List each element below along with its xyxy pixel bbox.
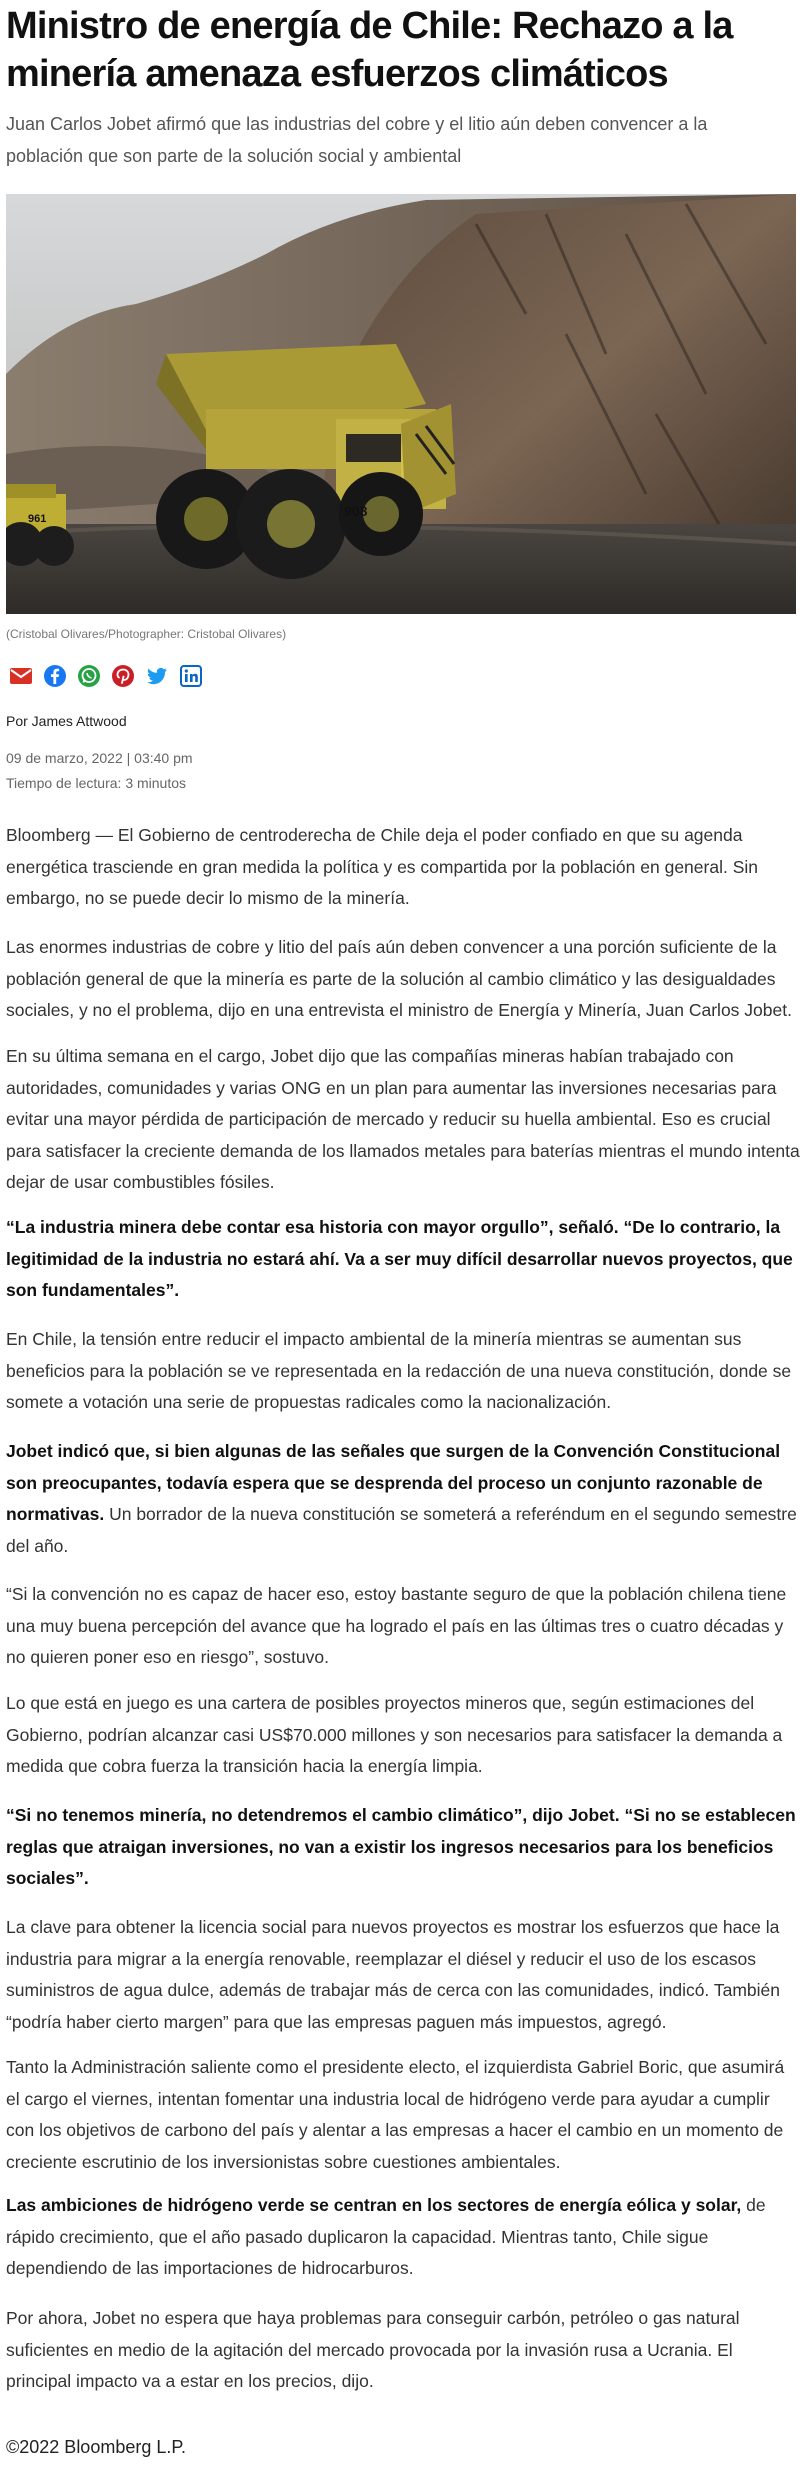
paragraph-highlight: Las ambiciones de hidrógeno verde se centran en los sectores de energía eólica y solar, (6, 2195, 742, 2215)
facebook-icon[interactable] (43, 664, 67, 688)
mining-truck-photo (6, 194, 796, 614)
haul-truck-number: 908 (344, 503, 368, 519)
article-dek: Juan Carlos Jobet afirmó que las industrias del cobre y el litio aún deben convencer a la población que son parte de la solución social y ambiental (6, 114, 708, 166)
whatsapp-icon[interactable] (77, 664, 101, 688)
share-bar (9, 664, 203, 688)
copyright: ©2022 Bloomberg L.P. (6, 2437, 187, 2457)
paragraph-rest: Un borrador de la nueva constitución se someterá a referéndum en el segundo semestre del año. (6, 1504, 797, 1556)
paragraph-quote: “Si no tenemos minería, no detendremos el cambio climático”, dijo Jobet. “Si no se establecen reglas que atraigan inversiones, no van a existir los ingresos necesarios para los beneficios sociales”. (6, 1805, 796, 1888)
paragraph (6, 2190, 800, 2285)
paragraph: Por ahora, Jobet no espera que haya problemas para conseguir carbón, petróleo o gas natural suficientes en medio de la agitación del mercado provocada por la invasión rusa a Ucrania. El principal impacto va a estar en los precios, dijo. (6, 2308, 740, 2391)
small-truck (6, 484, 74, 566)
twitter-icon[interactable] (145, 664, 169, 688)
paragraph: En Chile, la tensión entre reducir el impacto ambiental de la minería mientras se aumentan sus beneficios para la población se ve representada en la redacción de una nueva constitución, donde se somete a votación una serie de propuestas radicales como la nacionalización. (6, 1329, 792, 1412)
paragraph-quote: “La industria minera debe contar esa historia con mayor orgullo”, señaló. “De lo contrario, la legitimidad de la industria no estará ahí. Va a ser muy difícil desarrollar nuevos proyectos, que son fundamentales”. (6, 1217, 793, 1300)
email-icon[interactable] (9, 664, 33, 688)
read-time: Tiempo de lectura: 3 minutos (6, 775, 187, 791)
small-truck-number: 961 (28, 513, 47, 525)
paragraph-highlight: Jobet indicó que, si bien algunas de las señales que surgen de la Convención Constitucional son preocupantes, todavía espera que se desprenda del proceso un conjunto razonable de normativas. (6, 1441, 781, 1524)
publish-date: 09 de marzo, 2022 | 03:40 pm (6, 750, 193, 766)
paragraph: En su última semana en el cargo, Jobet dijo que las compañías mineras habían trabajado con autoridades, comunidades y varias ONG en un plan para aumentar las inversiones necesarias para evitar una mayor pérdida de participación de mercado y reducir su huella ambiental. Eso es crucial para satisfacer la creciente demanda de los llamados metales para baterías mientras el mundo intenta dejar de usar combustibles fósiles. (6, 1046, 800, 1192)
byline[interactable]: Por James Attwood (6, 713, 127, 729)
linkedin-icon[interactable] (179, 664, 203, 688)
paragraph: Las enormes industrias de cobre y litio del país aún deben convencer a una porción suficiente de la población general de que la minería es parte de la solución al cambio climático y las desigualdades sociales, y no el problema, dijo en una entrevista el ministro de Energía y Minería, Juan Carlos Jobet. (6, 937, 792, 1020)
paragraph (6, 1436, 800, 1562)
pinterest-icon[interactable] (111, 664, 135, 688)
paragraph-rest: de rápido crecimiento, que el año pasado duplicaron la capacidad. Mientras tanto, Chile sigue dependiendo de las importaciones de hidrocarburos. (6, 2195, 766, 2278)
paragraph: “Si la convención no es capaz de hacer eso, estoy bastante seguro de que la población chilena tiene una muy buena percepción del avance que ha logrado el país en las últimas tres o cuatro décadas y no quieren poner eso en riesgo”, sostuvo. (6, 1584, 787, 1667)
paragraph: Bloomberg — El Gobierno de centroderecha de Chile deja el poder confiado en que su agenda energética trasciende en gran medida la política y es compartida por la población en general. Sin embargo, no se puede decir lo mismo de la minería. (6, 825, 758, 908)
paragraph: Lo que está en juego es una cartera de posibles proyectos mineros que, según estimaciones del Gobierno, podrían alcanzar casi US$70.000 millones y son necesarios para satisfacer la demanda a medida que cobra fuerza la transición hacia la energía limpia. (6, 1693, 783, 1776)
image-caption: (Cristobal Olivares/Photographer: Cristobal Olivares) (6, 627, 287, 641)
paragraph: Tanto la Administración saliente como el presidente electo, el izquierdista Gabriel Boric, que asumirá el cargo el viernes, intentan fomentar una industria local de hidrógeno verde para ayudar a cumplir con los objetivos de carbono del país y alentar a las empresas a hacer el cambio en un momento de creciente escrutinio de los inversionistas sobre cuestiones ambientales. (6, 2057, 785, 2172)
hero-image (6, 194, 796, 614)
paragraph: La clave para obtener la licencia social para nuevos proyectos es mostrar los esfuerzos que hace la industria para migrar a la energía renovable, reemplazar el diésel y reducir el uso de los escasos suministros de agua dulce, además de trabajar más de cerca con las comunidades, indicó. También “podría haber cierto margen” para que las empresas paguen más impuestos, agregó. (6, 1917, 780, 2032)
article-headline: Ministro de energía de Chile: Rechazo a la minería amenaza esfuerzos climáticos (6, 5, 733, 95)
